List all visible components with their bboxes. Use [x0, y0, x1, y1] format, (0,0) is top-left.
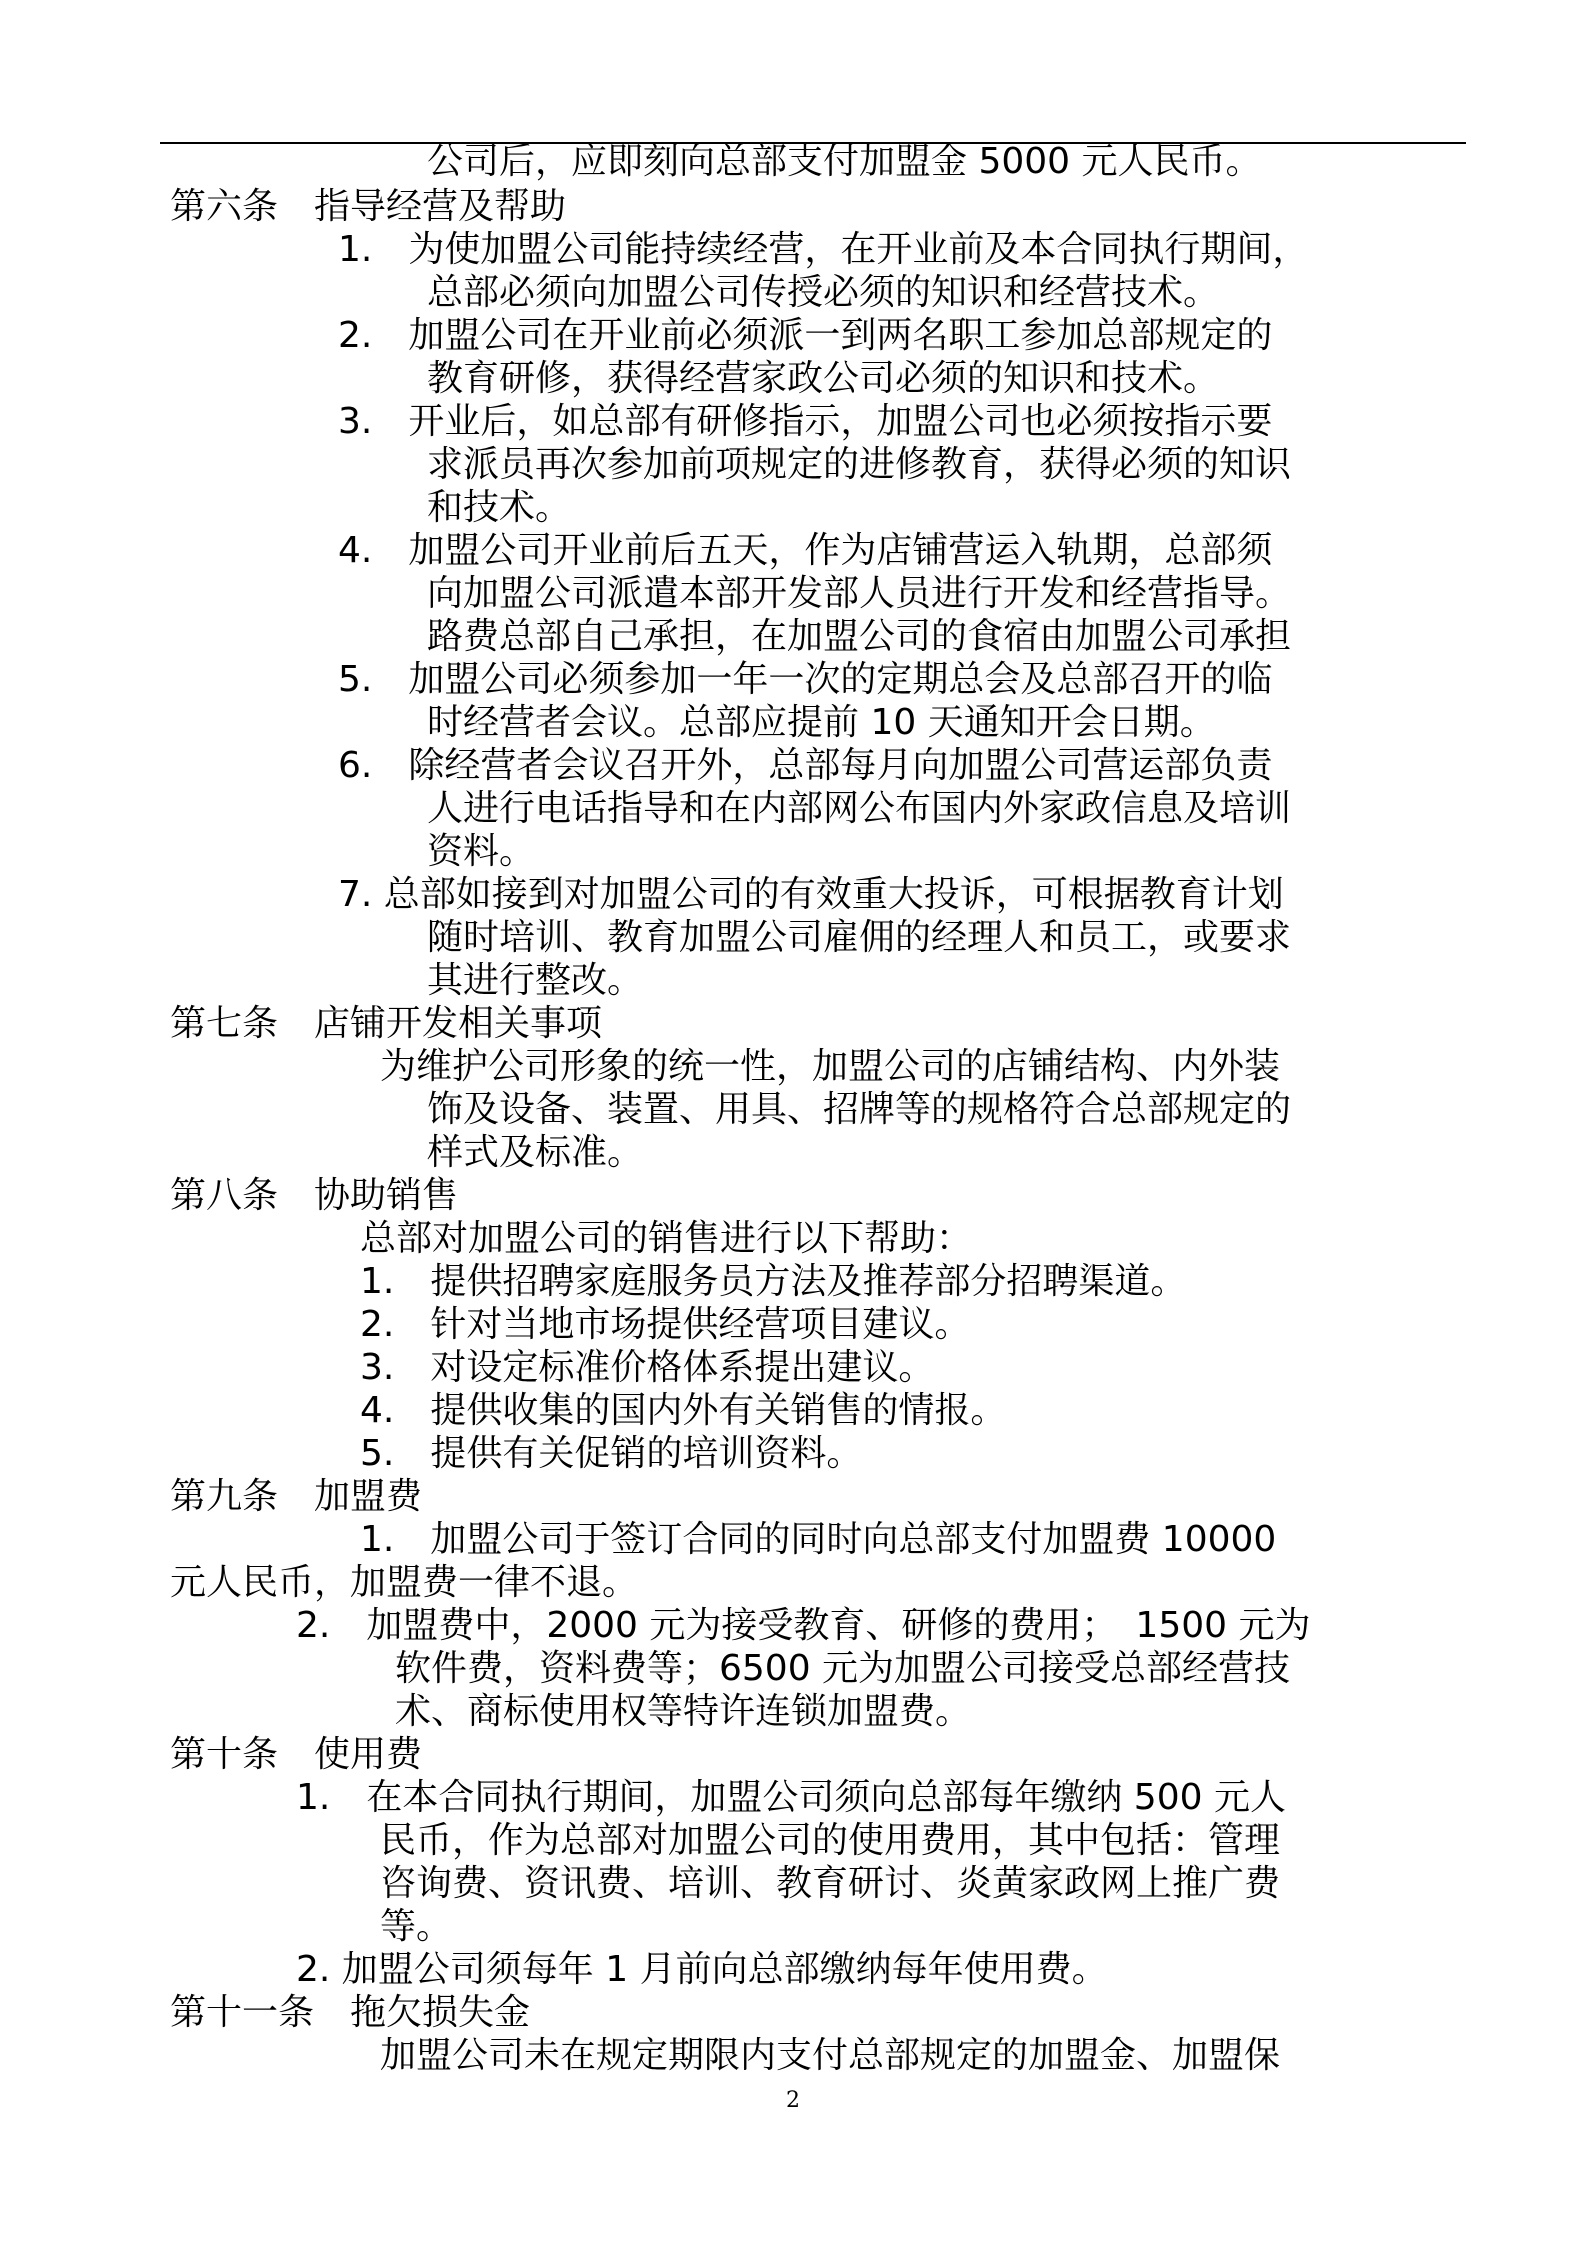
- text-line: 术、商标使用权等特许连锁加盟费。: [395, 1691, 972, 1732]
- article-heading: 第九条 加盟费: [170, 1476, 423, 1517]
- text-line: 加盟公司未在规定期限内支付总部规定的加盟金、加盟保: [380, 2035, 1281, 2076]
- list-item: 2. 针对当地市场提供经营项目建议。: [360, 1304, 971, 1345]
- text-line: 人进行电话指导和在内部网公布国内外家政信息及培训: [427, 788, 1292, 829]
- list-item: 1. 在本合同执行期间，加盟公司须向总部每年缴纳 500 元人: [296, 1777, 1286, 1818]
- text-line: 样式及标准。: [427, 1132, 644, 1173]
- text-line: 路费总部自己承担，在加盟公司的食宿由加盟公司承担: [427, 616, 1292, 657]
- text-line: 总部必须向加盟公司传授必须的知识和经营技术。: [427, 272, 1220, 313]
- list-item: 5. 提供有关促销的培训资料。: [360, 1433, 863, 1474]
- article-heading: 第十一条 拖欠损失金: [170, 1992, 531, 2033]
- list-item: 2. 加盟公司须每年 1 月前向总部缴纳每年使用费。: [296, 1949, 1108, 1990]
- text-line: 教育研修，获得经营家政公司必须的知识和技术。: [427, 358, 1220, 399]
- list-item: 7. 总部如接到对加盟公司的有效重大投诉，可根据教育计划: [338, 874, 1284, 915]
- text-line: 为维护公司形象的统一性，加盟公司的店铺结构、内外装: [380, 1046, 1281, 1087]
- text-line: 咨询费、资讯费、培训、教育研讨、炎黄家政网上推广费: [380, 1863, 1281, 1904]
- text-line: 饰及设备、装置、用具、招牌等的规格符合总部规定的: [427, 1089, 1292, 1130]
- text-line: 随时培训、教育加盟公司雇佣的经理人和员工，或要求: [427, 917, 1292, 958]
- text-line: 求派员再次参加前项规定的进修教育，获得必须的知识: [427, 444, 1292, 485]
- text-line: 资料。: [427, 831, 536, 872]
- list-item: 5. 加盟公司必须参加一年一次的定期总会及总部召开的临: [338, 659, 1273, 700]
- list-item: 1. 为使加盟公司能持续经营，在开业前及本合同执行期间，: [338, 229, 1309, 270]
- list-item: 3. 开业后，如总部有研修指示，加盟公司也必须按指示要: [338, 401, 1273, 442]
- list-item: 3. 对设定标准价格体系提出建议。: [360, 1347, 935, 1388]
- text-line: 民币，作为总部对加盟公司的使用费用，其中包括：管理: [380, 1820, 1281, 1861]
- text-line: 其进行整改。: [427, 960, 644, 1001]
- text-line: 元人民币，加盟费一律不退。: [170, 1562, 639, 1603]
- text-line: 公司后，应即刻向总部支付加盟金 5000 元人民币。: [427, 141, 1262, 182]
- article-heading: 第八条 协助销售: [170, 1175, 459, 1216]
- text-line: 总部对加盟公司的销售进行以下帮助：: [360, 1218, 973, 1259]
- page-number: 2: [786, 2088, 800, 2113]
- text-line: 软件费，资料费等；6500 元为加盟公司接受总部经营技: [395, 1648, 1291, 1689]
- text-line: 和技术。: [427, 487, 572, 528]
- list-item: 1. 加盟公司于签订合同的同时向总部支付加盟费 10000: [360, 1519, 1277, 1560]
- list-item: 4. 加盟公司开业前后五天，作为店铺营运入轨期，总部须: [338, 530, 1273, 571]
- list-item: 6. 除经营者会议召开外，总部每月向加盟公司营运部负责: [338, 745, 1273, 786]
- text-line: 时经营者会议。总部应提前 10 天通知开会日期。: [427, 702, 1216, 743]
- article-heading: 第十条 使用费: [170, 1734, 423, 1775]
- text-line: 等。: [380, 1906, 453, 1947]
- list-item: 4. 提供收集的国内外有关销售的情报。: [360, 1390, 1007, 1431]
- list-item: 2. 加盟费中，2000 元为接受教育、研修的费用； 1500 元为: [296, 1605, 1311, 1646]
- article-heading: 第七条 店铺开发相关事项: [170, 1003, 603, 1044]
- list-item: 1. 提供招聘家庭服务员方法及推荐部分招聘渠道。: [360, 1261, 1187, 1302]
- list-item: 2. 加盟公司在开业前必须派一到两名职工参加总部规定的: [338, 315, 1273, 356]
- text-line: 向加盟公司派遣本部开发部人员进行开发和经营指导。: [427, 573, 1292, 614]
- article-heading: 第六条 指导经营及帮助: [170, 186, 567, 227]
